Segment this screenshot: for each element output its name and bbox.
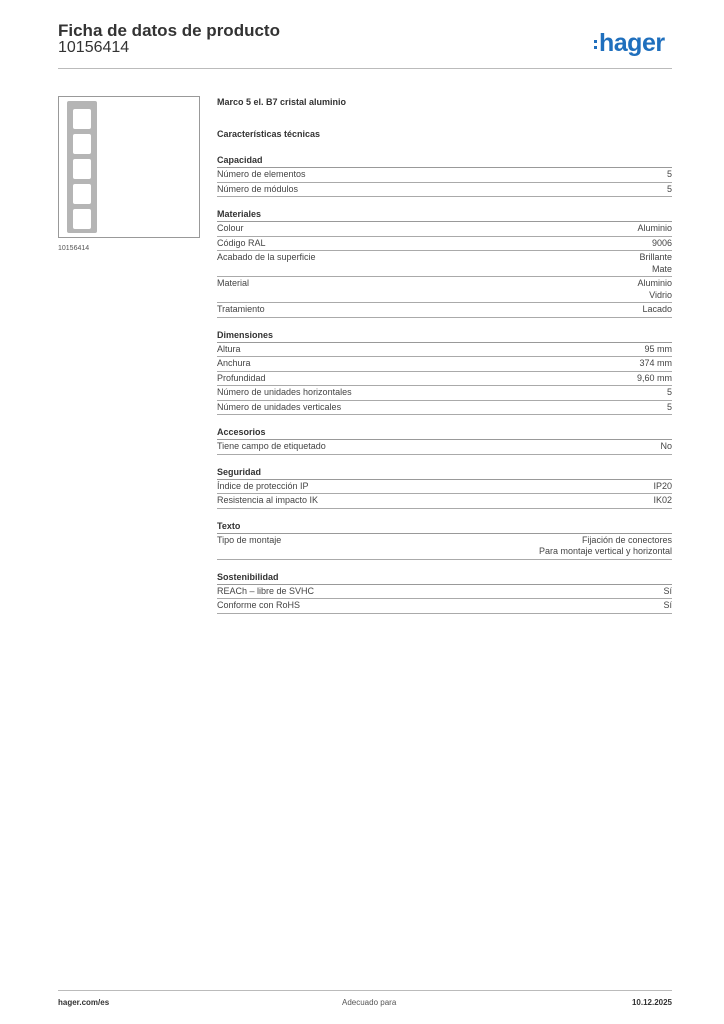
spec-value-line: Sí xyxy=(663,585,672,596)
spec-value xyxy=(667,169,672,181)
spec-value xyxy=(663,600,672,612)
frame-illustration xyxy=(67,101,97,233)
spec-value-line: 9006 xyxy=(651,237,672,248)
spec-value-line: Brillante xyxy=(639,252,672,262)
spec-value-line: Lacado xyxy=(642,304,672,314)
spec-row xyxy=(217,440,672,455)
product-image-caption: 10156414 xyxy=(58,245,90,252)
spec-value-line: Aluminio xyxy=(637,223,672,233)
spec-value-line: 374 mm xyxy=(639,358,672,368)
spec-row xyxy=(217,480,672,495)
spec-row xyxy=(217,357,672,372)
hager-logo[interactable] xyxy=(594,29,665,57)
spec-value-line: Aluminio xyxy=(637,278,672,288)
spec-section xyxy=(217,207,672,318)
section-heading: Materiales xyxy=(217,207,672,222)
spec-label: Acabado de la superficie xyxy=(217,252,316,262)
spec-value xyxy=(644,344,672,356)
spec-value-line: 9,60 mm xyxy=(636,372,672,383)
spec-value xyxy=(660,441,672,453)
spec-value xyxy=(539,535,672,558)
footer-website[interactable]: hager.com/es xyxy=(58,998,110,1007)
spec-label: Altura xyxy=(217,343,241,354)
spec-row xyxy=(217,401,672,416)
footer-date: 10.12.2025 xyxy=(631,998,672,1007)
spec-content xyxy=(217,95,672,624)
spec-value xyxy=(653,481,672,493)
spec-row xyxy=(217,585,672,600)
spec-value xyxy=(667,402,672,414)
frame-slot xyxy=(73,109,91,129)
spec-value-line: 5 xyxy=(666,387,672,397)
spec-row xyxy=(217,494,672,509)
spec-sections xyxy=(217,153,672,614)
product-code: 10156414 xyxy=(58,39,130,56)
spec-label: Profundidad xyxy=(217,372,266,383)
spec-label: Colour xyxy=(217,223,244,233)
spec-row xyxy=(217,168,672,183)
spec-row xyxy=(217,534,672,560)
spec-label: Número de unidades verticales xyxy=(217,401,342,412)
spec-label: Código RAL xyxy=(217,237,266,248)
frame-slot xyxy=(73,209,91,229)
spec-section xyxy=(217,519,672,560)
spec-value-line: No xyxy=(660,441,672,451)
spec-value xyxy=(667,184,672,196)
spec-value xyxy=(652,238,672,250)
spec-value xyxy=(637,223,672,235)
spec-label: Número de módulos xyxy=(217,183,299,194)
spec-row xyxy=(217,237,672,252)
spec-row xyxy=(217,277,672,303)
spec-value xyxy=(667,387,672,399)
spec-value-line: Vidrio xyxy=(649,289,672,300)
spec-label: Material xyxy=(217,278,250,288)
spec-row xyxy=(217,386,672,401)
logo-colon-icon xyxy=(594,40,597,49)
spec-row xyxy=(217,183,672,198)
spec-label: REACh – libre de SVHC xyxy=(217,585,315,596)
spec-value-line: 95 mm xyxy=(644,343,672,354)
spec-row xyxy=(217,303,672,318)
frame-slot xyxy=(73,134,91,154)
header-divider xyxy=(58,68,672,69)
spec-value-line: 5 xyxy=(666,169,672,179)
spec-row xyxy=(217,222,672,237)
section-heading: Texto xyxy=(217,519,672,534)
section-heading: Capacidad xyxy=(217,153,672,168)
spec-value-line: Fijación de conectores xyxy=(581,534,672,545)
spec-value-line: IK02 xyxy=(653,495,672,505)
footer-suitable-for: Adecuado para xyxy=(342,998,397,1007)
spec-label: Tiene campo de etiquetado xyxy=(217,441,326,451)
section-heading: Seguridad xyxy=(217,465,672,480)
spec-section xyxy=(217,153,672,197)
footer-divider xyxy=(58,990,672,991)
spec-value-line: Para montaje vertical y horizontal xyxy=(538,546,672,556)
product-image xyxy=(58,96,200,238)
spec-value xyxy=(637,373,672,385)
product-name: Marco 5 el. B7 cristal aluminio xyxy=(217,97,347,107)
spec-label: Número de unidades horizontales xyxy=(217,387,352,397)
section-heading: Sostenibilidad xyxy=(217,570,672,585)
frame-slot xyxy=(73,159,91,179)
section-heading: Accesorios xyxy=(217,425,672,440)
spec-section xyxy=(217,328,672,416)
spec-label: Resistencia al impacto IK xyxy=(217,495,319,505)
frame-slot xyxy=(73,184,91,204)
logo-wordmark: hager xyxy=(599,29,665,57)
spec-value xyxy=(639,358,672,370)
spec-value xyxy=(639,252,672,275)
spec-value-line: IP20 xyxy=(653,480,672,491)
spec-label: Conforme con RoHS xyxy=(217,600,301,610)
spec-row xyxy=(217,599,672,614)
spec-value xyxy=(663,586,672,598)
section-heading: Dimensiones xyxy=(217,328,672,343)
spec-value-line: 5 xyxy=(666,183,672,194)
spec-label: Anchura xyxy=(217,358,251,368)
spec-value xyxy=(642,304,672,316)
spec-value-line: Sí xyxy=(663,600,672,610)
spec-row xyxy=(217,343,672,358)
spec-label: Tipo de montaje xyxy=(217,534,282,545)
spec-value-line: 5 xyxy=(666,401,672,412)
spec-value-line: Mate xyxy=(651,263,672,274)
spec-value xyxy=(637,278,672,301)
spec-label: Índice de protección IP xyxy=(217,480,309,491)
spec-row xyxy=(217,372,672,387)
spec-row xyxy=(217,251,672,277)
spec-section xyxy=(217,465,672,509)
spec-label: Tratamiento xyxy=(217,304,265,314)
spec-section xyxy=(217,425,672,455)
spec-label: Número de elementos xyxy=(217,169,306,179)
spec-value xyxy=(653,495,672,507)
spec-section xyxy=(217,570,672,614)
characteristics-heading: Características técnicas xyxy=(217,129,321,139)
document-title: Ficha de datos de producto xyxy=(58,21,280,40)
